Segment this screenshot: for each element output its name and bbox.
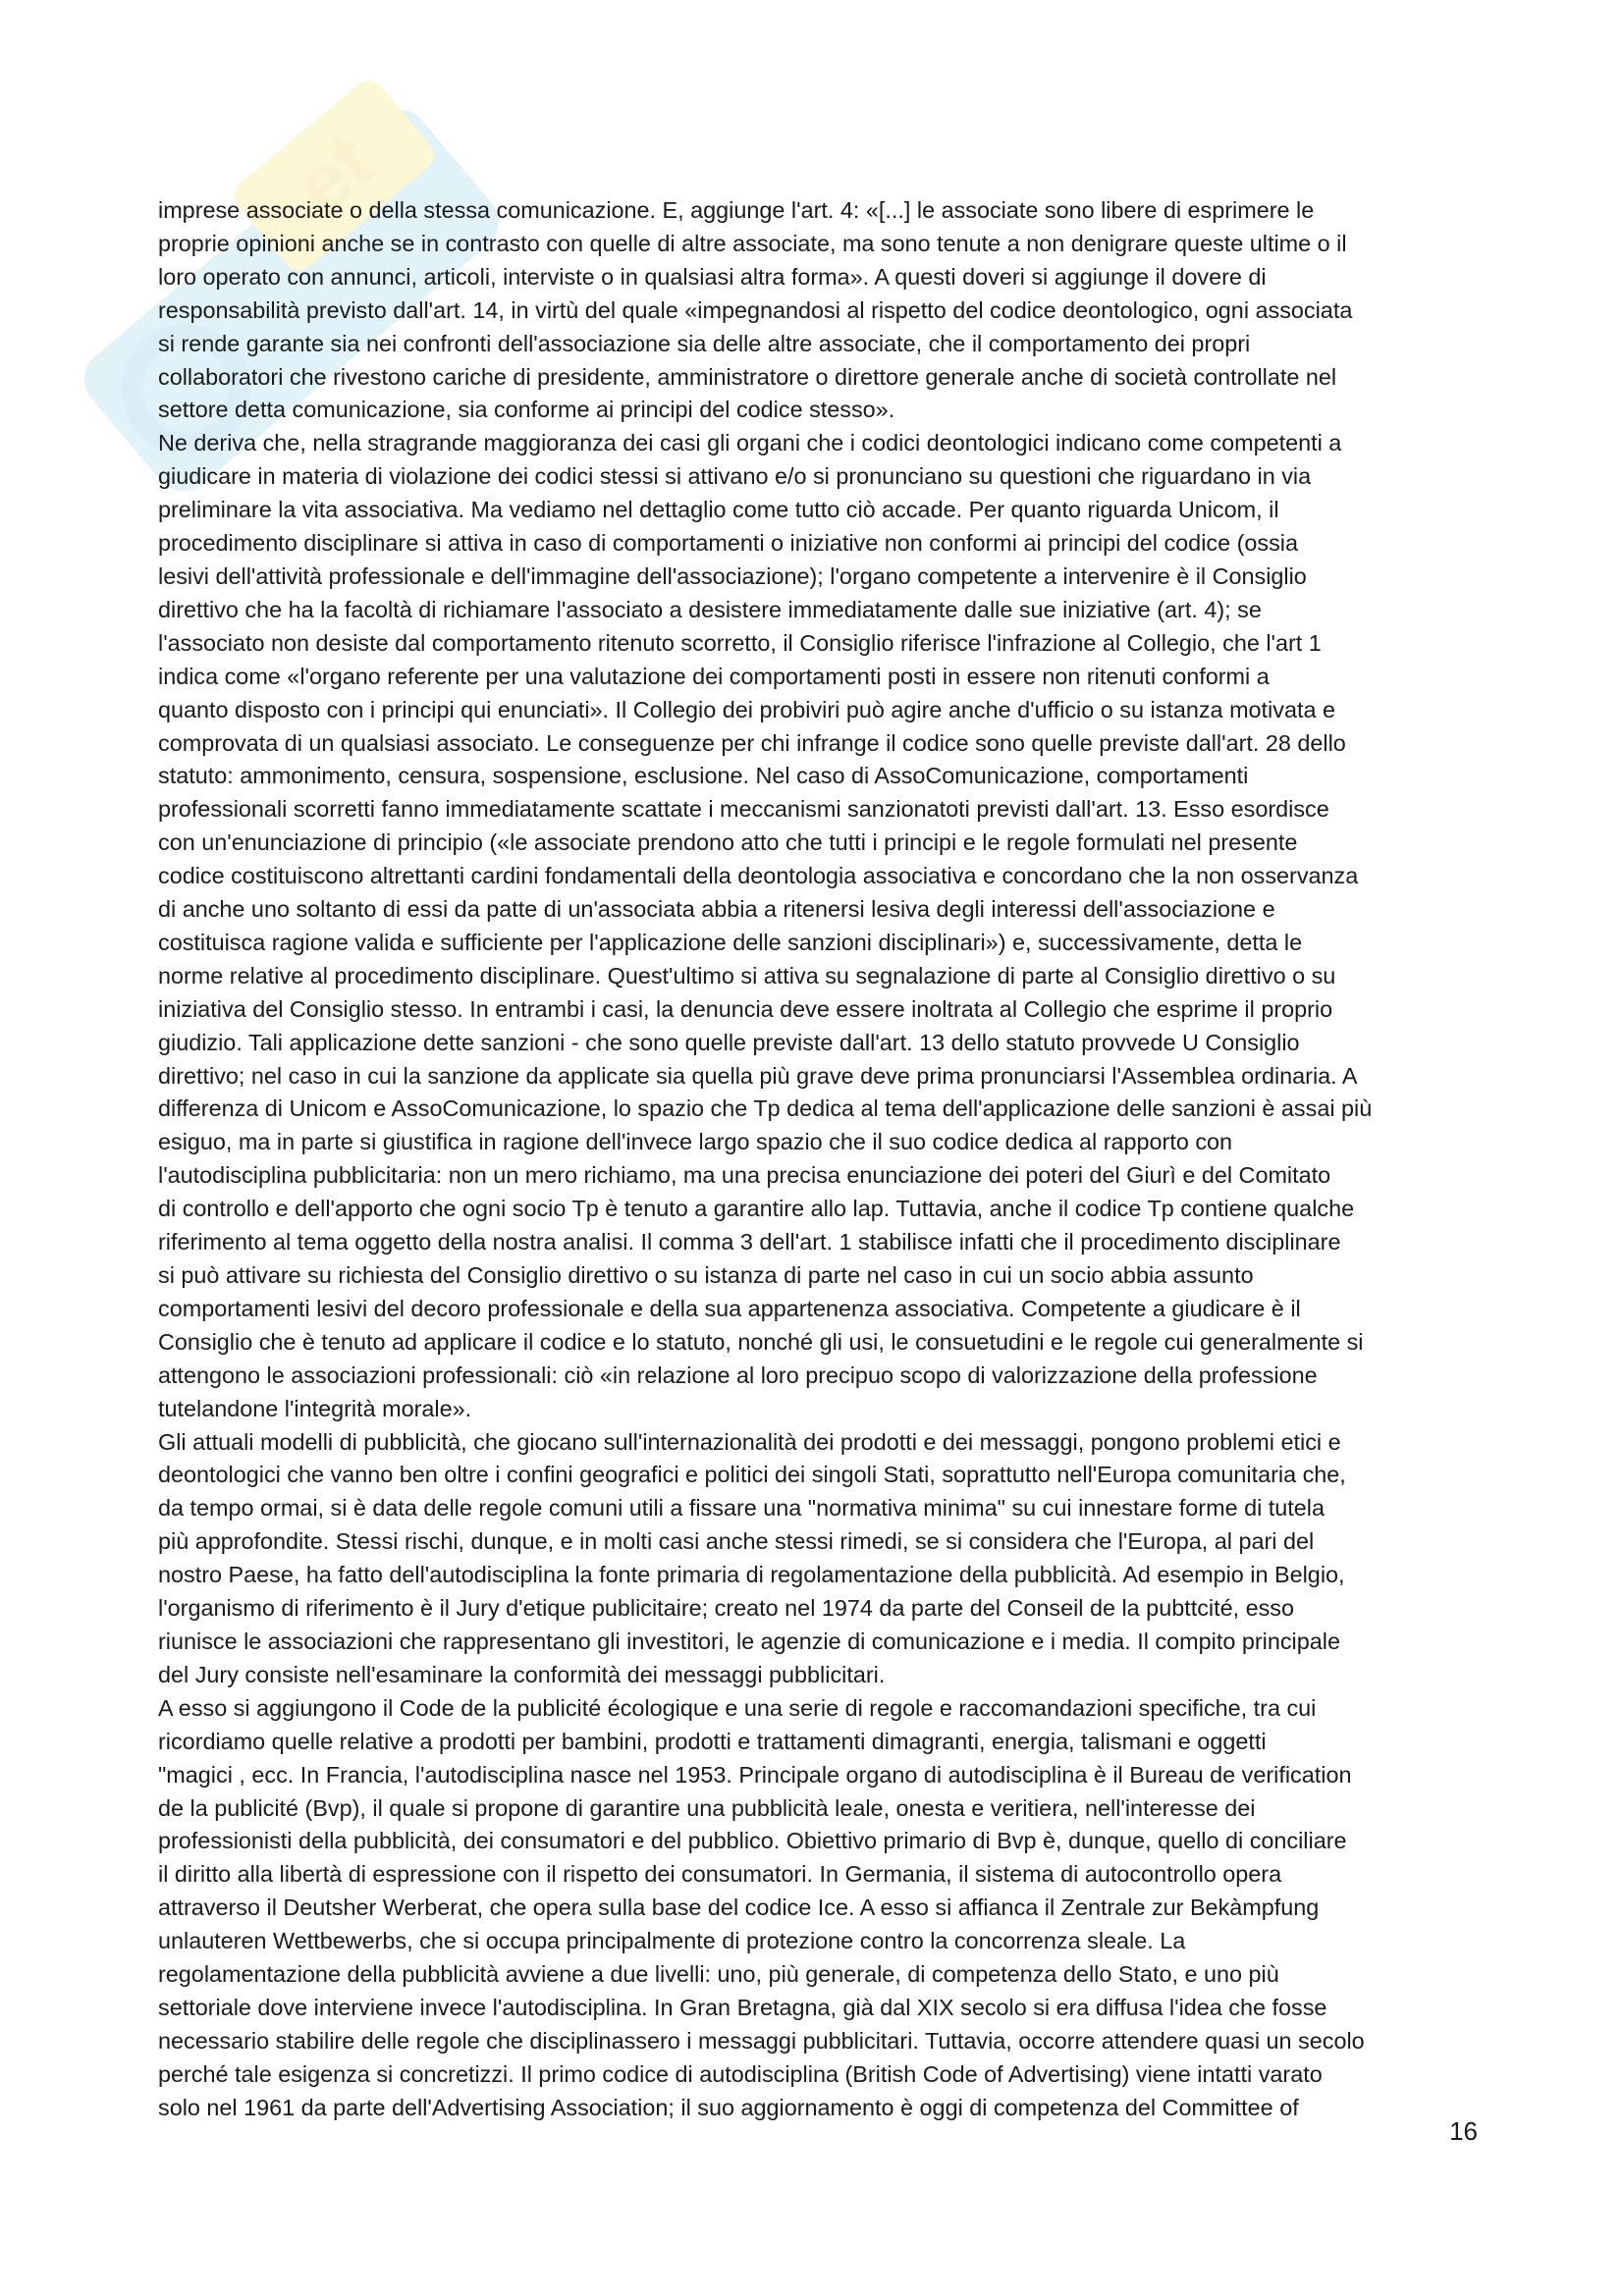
- watermark-letters: et: [278, 117, 391, 232]
- text-line: ricordiamo quelle relative a prodotti per bambini, prodotti e trattamenti dimagranti, energia, talismani e oggetti: [158, 1728, 1267, 1754]
- text-line: unlauteren Wettbewerbs, che si occupa principalmente di protezione contro la concorrenza sleale. La: [158, 1928, 1186, 1954]
- text-line: deontologici che vanno ben oltre i confini geografici e politici dei singoli Stati, soprattutto nell'Europa comunitaria che,: [158, 1462, 1346, 1488]
- text-line: loro operato con annunci, articoli, interviste o in qualsiasi altra forma». A questi doveri si aggiunge il dovere di: [158, 263, 1267, 290]
- text-line: proprie opinioni anche se in contrasto con quelle di altre associate, ma sono tenute a non denigrare queste ultime o il: [158, 230, 1347, 256]
- text-line: Consiglio che è tenuto ad applicare il codice e lo statuto, nonché gli usi, le consuetudini e le regole cui generalmente si: [158, 1328, 1364, 1355]
- body-text: [158, 194, 1474, 2125]
- text-line: con un'enunciazione di principio («le associate prendono atto che tutti i principi e le regole formulati nel presente: [158, 829, 1298, 856]
- text-line: l'organismo di riferimento è il Jury d'etique publicitaire; creato nel 1974 da parte del Conseil de la pubttcité, esso: [158, 1595, 1295, 1622]
- text-line: di anche uno soltanto di essi da patte di un'associata abbia a ritenersi lesiva degli interessi dell'associazione e: [158, 896, 1275, 923]
- text-line: necessario stabilire delle regole che disciplinassero i messaggi pubblicitari. Tuttavia, occorre attendere quasi un secolo: [158, 2027, 1365, 2054]
- text-line: di controllo e dell'apporto che ogni socio Tp è tenuto a garantire allo lap. Tuttavia, anche il codice Tp contiene qualche: [158, 1196, 1355, 1222]
- text-line: Gli attuali modelli di pubblicità, che giocano sull'internazionalità dei prodotti e dei messaggi, pongono problemi etici e: [158, 1428, 1341, 1455]
- text-line: solo nel 1961 da parte dell'Advertising Association; il suo aggiornamento è oggi di competenza del Committee of: [158, 2094, 1299, 2120]
- text-line: Ne deriva che, nella stragrande maggioranza dei casi gli organi che i codici deontologici indicano come competenti a: [158, 430, 1342, 456]
- text-line: quanto disposto con i principi qui enunciati». Il Collegio dei probiviri può agire anche d'ufficio o su istanza motivata e: [158, 696, 1335, 722]
- text-line: tutelandone l'integrità morale».: [158, 1395, 472, 1421]
- text-line: norme relative al procedimento disciplinare. Quest'ultimo si attiva su segnalazione di parte al Consiglio direttivo o su: [158, 962, 1336, 988]
- text-line: costituisca ragione valida e sufficiente per l'applicazione delle sanzioni disciplinari») e, successivamente, detta le: [158, 929, 1303, 955]
- text-line: l'autodisciplina pubblicitaria: non un mero richiamo, ma una precisa enunciazione dei poteri del Giurì e del Comitato: [158, 1162, 1331, 1189]
- text-line: indica come «l'organo referente per una valutazione dei comportamenti posti in essere non ritenuti conformi a: [158, 663, 1270, 689]
- text-line: del Jury consiste nell'esaminare la conformità dei messaggi pubblicitari.: [158, 1661, 886, 1687]
- text-line: direttivo; nel caso in cui la sanzione da applicate sia quella più grave deve prima pronunciarsi l'Assemblea ordinaria. A: [158, 1062, 1358, 1089]
- text-line: giudizio. Tali applicazione dette sanzioni - che sono quelle previste dall'art. 13 dello statuto provvede U Consiglio: [158, 1029, 1300, 1055]
- text-line: imprese associate o della stessa comunicazione. E, aggiunge l'art. 4: «[...] le associate sono libere di esprimere le: [158, 197, 1315, 223]
- text-line: da tempo ormai, si è data delle regole comuni utili a fissare una "normativa minima" su cui innestare forme di tutela: [158, 1495, 1326, 1522]
- text-line: preliminare la vita associativa. Ma vediamo nel dettaglio come tutto ciò accade. Per quanto riguarda Unicom, il: [158, 497, 1279, 523]
- text-line: l'associato non desiste dal comportamento ritenuto scorretto, il Consiglio riferisce l'infrazione al Collegio, che l'art 1: [158, 629, 1322, 656]
- text-line: settore detta comunicazione, sia conforme ai principi del codice stesso».: [158, 397, 895, 423]
- text-line: si può attivare su richiesta del Consiglio direttivo o su istanza di parte nel caso in cui un socio abbia assunto: [158, 1262, 1254, 1288]
- text-line: il diritto alla libertà di espressione con il rispetto dei consumatori. In Germania, il sistema di autocontrollo opera: [158, 1861, 1282, 1888]
- text-line: professionali scorretti fanno immediatamente scattate i meccanismi sanzionatoti previsti dall'art. 13. Esso esordisce: [158, 796, 1329, 823]
- text-line: attraverso il Deutsher Werberat, che opera sulla base del codice Ice. A esso si affianca il Zentrale zur Bekàmpfung: [158, 1895, 1320, 1921]
- page-number: 16: [1449, 2116, 1478, 2146]
- text-line: A esso si aggiungono il Code de la publicité écologique e una serie di regole e raccomandazioni specifiche, tra cui: [158, 1694, 1317, 1721]
- text-line: de la publicité (Bvp), il quale si propone di garantire una pubblicità leale, onesta e veritiera, nell'interesse dei: [158, 1794, 1256, 1821]
- text-line: statuto: ammonimento, censura, sospensione, esclusione. Nel caso di AssoComunicazione, comportamenti: [158, 763, 1249, 789]
- text-line: comprovata di un qualsiasi associato. Le conseguenze per chi infrange il codice sono quelle previste dall'art. 28 dello: [158, 729, 1346, 756]
- text-line: differenza di Unicom e AssoComunicazione, lo spazio che Tp dedica al tema dell'applicazione delle sanzioni è assai più: [158, 1095, 1373, 1122]
- text-line: collaboratori che rivestono cariche di presidente, amministratore o direttore generale anche di società controllate nel: [158, 363, 1337, 390]
- text-line: direttivo che ha la facoltà di richiamare l'associato a desistere immediatamente dalle sue iniziative (art. 4); se: [158, 596, 1262, 622]
- text-line: esiguo, ma in parte si giustifica in ragione dell'invece largo spazio che il suo codice dedica al rapporto con: [158, 1129, 1233, 1155]
- text-line: nostro Paese, ha fatto dell'autodisciplina la fonte primaria di regolamentazione della pubblicità. Ad esempio in Belgio,: [158, 1562, 1345, 1588]
- text-line: responsabilità previsto dall'art. 14, in virtù del quale «impegnandosi al rispetto del codice deontologico, ogni associata: [158, 296, 1353, 323]
- text-line: comportamenti lesivi del decoro professionale e della sua appartenenza associativa. Competente a giudicare è il: [158, 1295, 1301, 1321]
- text-line: settoriale dove interviene invece l'autodisciplina. In Gran Bretagna, già dal XIX secolo si era diffusa l'idea che fosse: [158, 1994, 1327, 2020]
- text-line: riferimento al tema oggetto della nostra analisi. Il comma 3 dell'art. 1 stabilisce infatti che il procedimento disciplinare: [158, 1229, 1341, 1255]
- text-line: attengono le associazioni professionali: ciò «in relazione al loro precipuo scopo di valorizzazione della professione: [158, 1362, 1318, 1388]
- text-line: giudicare in materia di violazione dei codici stessi si attivano e/o si pronunciano su questioni che riguardano in via: [158, 463, 1312, 490]
- text-line: si rende garante sia nei confronti dell'associazione sia delle altre associate, che il comportamento dei propri: [158, 330, 1251, 356]
- text-line: professionisti della pubblicità, dei consumatori e del pubblico. Obiettivo primario di Bvp è, dunque, quello di conciliare: [158, 1828, 1347, 1854]
- text-line: perché tale esigenza si concretizzi. Il primo codice di autodisciplina (British Code of Advertising) viene intatti varato: [158, 2060, 1323, 2087]
- text-line: più approfondite. Stessi rischi, dunque, e in molti casi anche stessi rimedi, se si considera che l'Europa, al pari del: [158, 1528, 1315, 1555]
- text-line: lesivi dell'attività professionale e dell'immagine dell'associazione); l'organo competente a intervenire è il Consiglio: [158, 562, 1307, 589]
- text-line: iniziativa del Consiglio stesso. In entrambi i casi, la denuncia deve essere inoltrata al Collegio che esprime il proprio: [158, 995, 1333, 1022]
- text-line: riunisce le associazioni che rappresentano gli investitori, le agenzie di comunicazione e i media. Il compito principale: [158, 1628, 1340, 1654]
- text-line: procedimento disciplinare si attiva in caso di comportamenti o iniziative non conformi ai principi del codice (ossia: [158, 530, 1298, 557]
- text-line: regolamentazione della pubblicità avviene a due livelli: uno, più generale, di competenza dello Stato, e uno più: [158, 1961, 1279, 1988]
- text-line: "magici , ecc. In Francia, l'autodisciplina nasce nel 1953. Principale organo di autodisciplina è il Bureau de verification: [158, 1761, 1352, 1788]
- text-line: codice costituiscono altrettanti cardini fondamentali della deontologia associativa e concordano che la non osservanza: [158, 863, 1359, 889]
